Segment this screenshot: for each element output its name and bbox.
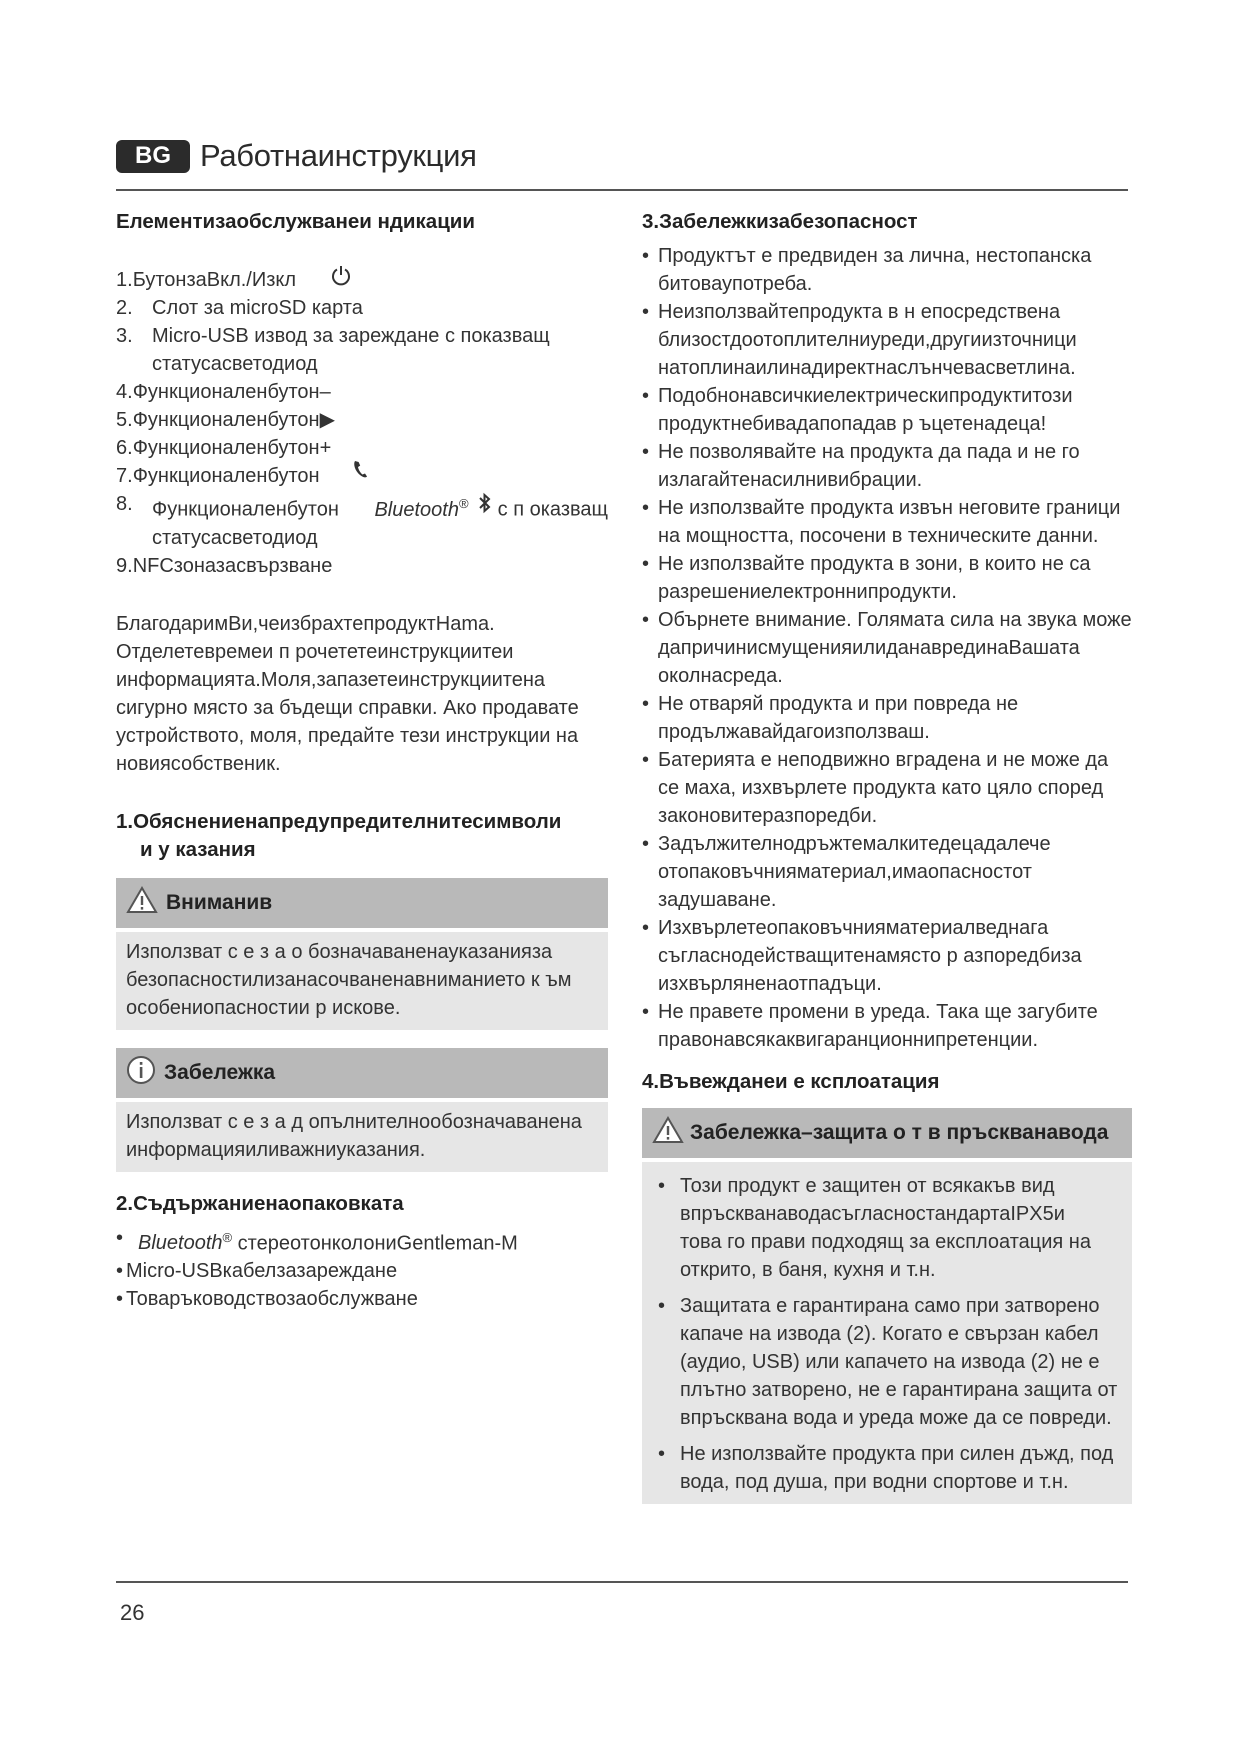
package-heading: 2.Съдържаниенаопаковката	[116, 1191, 404, 1215]
list-item: • Обърнете внимание. Голямата сила на звука може дапричинисмущенияилиданаврединаВашата околнасреда.	[642, 606, 1132, 690]
symbols-heading: 1.Обяснениенапредупредителнитесимволи и у казания	[116, 809, 562, 861]
list-item: • Не използвайте продукта извън неговите граници на мощността, посочени в техническите данни.	[642, 494, 1132, 550]
note-box	[116, 1048, 608, 1172]
list-item: • Неизползвайтепродукта в н епосредствена близостдоотоплителниуреди,другиизточници натоплинаилинадиректнаслънчевасветлина.	[642, 298, 1132, 382]
warning-icon	[126, 886, 158, 920]
startup-heading: 4.Въвежданеи е ксплоатация	[642, 1070, 940, 1093]
note-header: Забележка	[116, 1048, 608, 1098]
package-list	[116, 1224, 608, 1314]
list-item: 5.Функционаленбутон▶	[116, 409, 335, 431]
list-item: • Bluetooth® стереотонколониGentleman-M	[116, 1224, 608, 1258]
warning-body: Използват с е з а о бозначаваненауказанияза безопасностилизанасочваненавниманието к ъм особениопасностии р искове.	[116, 932, 608, 1030]
language-badge: BG	[116, 140, 190, 173]
document-title: Работнаинструкция	[200, 138, 477, 173]
splash-note-header: Забележка–защита о т в пръскванавода	[642, 1108, 1132, 1158]
bluetooth-brand: Bluetooth	[374, 498, 459, 521]
list-item: 2. Слот за microSD карта	[116, 297, 363, 319]
list-item: • Защитата е гарантирана само при затворено капаче на извода (2). Когато е свързан кабел (аудио, USB) или капачето на извода (2) не е плътно затворено, не е гарантирана защита от впръсквана вода и уреда може да се повреди.	[652, 1292, 1122, 1432]
list-item: 6.Функционаленбутон+	[116, 437, 332, 459]
list-item: • Задължителнодръжтемалкитедецадалече отопаковъчнияматериал,имаопасностот задушаване.	[642, 830, 1132, 914]
list-item: • Изхвърлетеопаковъчнияматериалведнага съгласнодействащитенамясто р азпоредбиза изхвърляненаотпадъци.	[642, 914, 1132, 998]
warning-header: Вниманив	[116, 878, 608, 928]
warning-box	[116, 878, 608, 1030]
list-item: • Не правете промени в уреда. Така ще загубите правонавсякаквигаранционнипретенции.	[642, 998, 1132, 1054]
intro-paragraph: БлагодаримВи,чеизбрахтепродуктHama. Отделетевремеи п рочететеинструкциитеи информацията.Моля,запазетеинструкциитена сигурно място за бъдещи справки. Ако продавате устройството, моля, предайте тези инструкции на новиясобственик.	[116, 612, 579, 775]
list-item: • Подобнонавсичкиелектрическипродуктитози продуктнебивадапопадав р ъцетенадеца!	[642, 382, 1132, 438]
list-item: 8. Функционаленбутон Bluetooth® с п оказващ статусасветодиод	[116, 493, 608, 549]
list-item: • Батерията е неподвижно вградена и не може да се маха, изхвърлете продукта като цяло според законовитеразпоредби.	[642, 746, 1132, 830]
list-item: • Не отваряй продукта и при повреда не продължавайдагоизползваш.	[642, 690, 1132, 746]
splash-note-box	[642, 1108, 1132, 1504]
controls-list	[116, 266, 608, 580]
right-column	[642, 208, 1132, 1504]
power-icon	[330, 264, 352, 294]
phone-icon	[351, 458, 371, 488]
list-item: 4.Функционаленбутон–	[116, 381, 331, 403]
list-item: • Не използвайте продукта при силен дъжд, под вода, под душа, при водни спортове и т.н.	[652, 1440, 1122, 1496]
list-item: • Не използвайте продукта в зони, в които не са разрешениелектроннипродукти.	[642, 550, 1132, 606]
controls-heading: Елементизаобслужванеи ндикации	[116, 210, 476, 233]
page-number: 26	[120, 1600, 145, 1625]
info-icon	[126, 1055, 156, 1091]
splash-list	[652, 1172, 1122, 1496]
splash-note-body	[642, 1162, 1132, 1504]
left-column	[116, 208, 608, 1313]
list-item: • Продуктът е предвиден за лична, нестопанска битоваупотреба.	[642, 242, 1132, 298]
warning-icon	[652, 1116, 684, 1150]
list-item: 3. Micro-USB извод за зареждане с показващ статусасветодиод	[116, 325, 550, 375]
list-item: • Този продукт е защитен от всякакъв вид впръскванаводасъгласностандартаIPX5и това го прави подходящ за експлоатация на открито, в баня, кухня и т.н.	[652, 1172, 1122, 1284]
list-item: • Товаръководствозаобслужване	[116, 1285, 608, 1313]
list-item: 9.NFCзоназасвързване	[116, 554, 333, 577]
page-header	[116, 136, 477, 176]
safety-list	[642, 242, 1132, 1054]
footer-divider	[116, 1581, 1128, 1583]
list-item: • Не позволявайте на продукта да пада и не го излагайтенасилнивибрации.	[642, 438, 1132, 494]
list-item: 1.БутонзаВкл./Изкл	[116, 266, 608, 294]
list-item: 7.Функционаленбутон	[116, 462, 608, 490]
header-divider	[116, 189, 1128, 191]
bluetooth-icon	[478, 492, 492, 522]
list-item: • Micro-USBкабелзазареждане	[116, 1257, 608, 1285]
note-body: Използват с е з а д опълнителнообозначаванена информацияиливажниуказания.	[116, 1102, 608, 1172]
safety-heading: 3.Забележкизабезопасност	[642, 210, 918, 233]
